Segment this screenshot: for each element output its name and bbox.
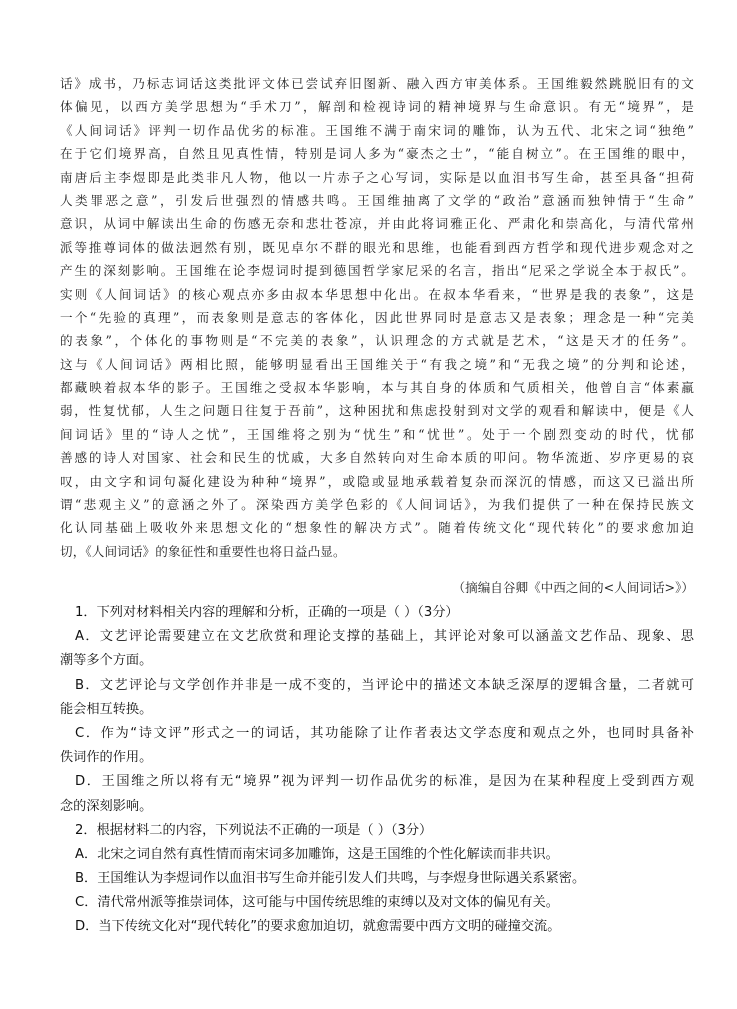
passage-line: 派等推尊词体的做法迥然有别，既见卓尔不群的眼光和思维，也能看到西方哲学和现代进步观念对之: [60, 239, 694, 255]
passage-line: 在于它们境界高，自然且见真性情，特别是词人多为“豪杰之士”，“能自树立”。在王国维的眼中，: [60, 146, 694, 162]
passage-line: 化认同基础上吸收外来思想文化的“想象性的解决方式”。随着传统文化“现代转化”的要求愈加迫: [60, 520, 694, 536]
option-1a-cont: 潮等多个方面。: [60, 653, 153, 669]
passage-line: 《人间词话》评判一切作品优劣的标准。王国维不满于南宋词的雕饰，认为五代、北宋之词“独绝”: [60, 122, 694, 138]
option-1b: B．文艺评论与文学创作并非是一成不变的，当评论中的描述文本缺乏深厚的逻辑含量，二者就可: [75, 677, 694, 693]
passage-line: 意识，从词中解读出生命的伤感无奈和悲壮苍凉，并由此将词雅正化、严肃化和崇高化，与清代常州: [60, 216, 694, 232]
option-2a: A．北宋之词自然有真性情而南宋词多加雕饰，这是王国维的个性化解读而非共识。: [75, 846, 559, 862]
passage-line: 善感的诗人对国家、社会和民生的忧戚，大多自然转向对生命本质的叩问。物华流逝、岁序更易的哀: [60, 450, 694, 466]
passage-line: 都藏映着叔本华的影子。王国维之受叔本华影响，本与其自身的体质和气质相关，他曾自言“体素羸: [60, 380, 694, 396]
passage-line: 叹，由文字和词句凝化建设为种种“境界”，或隐或显地承载着复杂而深沉的情感，而这又已溢出所: [60, 473, 694, 489]
option-1d-cont: 念的深刻影响。: [60, 798, 153, 814]
passage-line: 间词话》里的“诗人之忧”，王国维将之别为“忧生”和“忧世”。处于一个剧烈变动的时代，忧郁: [60, 426, 694, 442]
passage-line: 人类罪恶之意”，引发后世强烈的情感共鸣。王国维抽离了文学的“政治”意涵而独钟情于“生命”: [60, 192, 694, 208]
option-1a: A．文艺评论需要建立在文艺欣赏和理论支撑的基础上，其评论对象可以涵盖文艺作品、现象、思: [75, 629, 694, 645]
passage: [60, 72, 694, 563]
passage-line: 谓“悲观主义”的意涵之外了。深染西方美学色彩的《人间词话》，为我们提供了一种在保持民族文: [60, 497, 694, 513]
passage-line: 弱，性复忧郁，人生之问题日往复于吾前”，这种困扰和焦虑投射到对文学的观看和解读中，便是《人: [60, 403, 694, 419]
option-1b-cont: 能会相互转换。: [60, 701, 153, 717]
option-1c-cont: 佚词作的作用。: [60, 750, 153, 766]
option-1d: D．王国维之所以将有无“境界”视为评判一切作品优劣的标准，是因为在某种程度上受到西方观: [75, 774, 694, 790]
passage-line: 实则《人间词话》的核心观点亦多由叔本华思想中化出。在叔本华看来，“世界是我的表象”，这是: [60, 286, 694, 302]
passage-line: 产生的深刻影响。王国维在论李煜词时提到德国哲学家尼采的名言，指出“尼采之学说全本于叔氏”。: [60, 263, 694, 279]
question-2-stem: 2．根据材料二的内容，下列说法不正确的一项是（ ）（3分）: [75, 822, 433, 838]
passage-line: 南唐后主李煜即是此类非凡人物，他以一片赤子之心写词，实际是以血泪书写生命，甚至具备“担荷: [60, 169, 694, 185]
passage-line: 体偏见，以西方美学思想为“手术刀”，解剖和检视诗词的精神境界与生命意识。有无“境界”，是: [60, 99, 694, 115]
passage-line: 一个“先验的真理”，而表象则是意志的客体化，因此世界同时是意志又是表象；理念是一种“完美: [60, 309, 694, 325]
passage-line: 的表象”，个体化的事物则是“不完美的表象”，认识理念的方式就是艺术，“这是天才的任务”。: [60, 333, 694, 349]
passage-line: 这与《人间词话》两相比照，能够明显看出王国维关于“有我之境”和“无我之境”的分判和论述，: [60, 356, 694, 372]
option-2c: C．清代常州派等推崇词体，这可能与中国传统思维的束缚以及对文体的偏见有关。: [75, 895, 559, 911]
option-2d: D．当下传统文化对“现代转化”的要求愈加迫切，就愈需要中西方文明的碰撞交流。: [75, 919, 561, 935]
passage-line: 话》成书，乃标志词话这类批评文体已尝试弃旧图新、融入西方审美体系。王国维毅然跳脱旧有的文: [60, 76, 694, 91]
question-1-stem: 1．下列对材料相关内容的理解和分析，正确的一项是（ ）（3分）: [75, 605, 459, 620]
passage-line-last: 切，《人间词话》的象征性和重要性也将日益凸显。: [60, 543, 346, 559]
questions: [60, 601, 694, 940]
option-2b: B．王国维认为李煜词作以血泪书写生命并能引发人们共鸣，与李煜身世际遇关系紧密。: [75, 871, 586, 887]
option-1c: C．作为“诗文评”形式之一的词话，其功能除了让作者表达文学态度和观点之外，也同时具备补: [75, 725, 694, 741]
source-citation: （摘编自谷卿《中西之间的<人间词话>》）: [452, 580, 694, 595]
